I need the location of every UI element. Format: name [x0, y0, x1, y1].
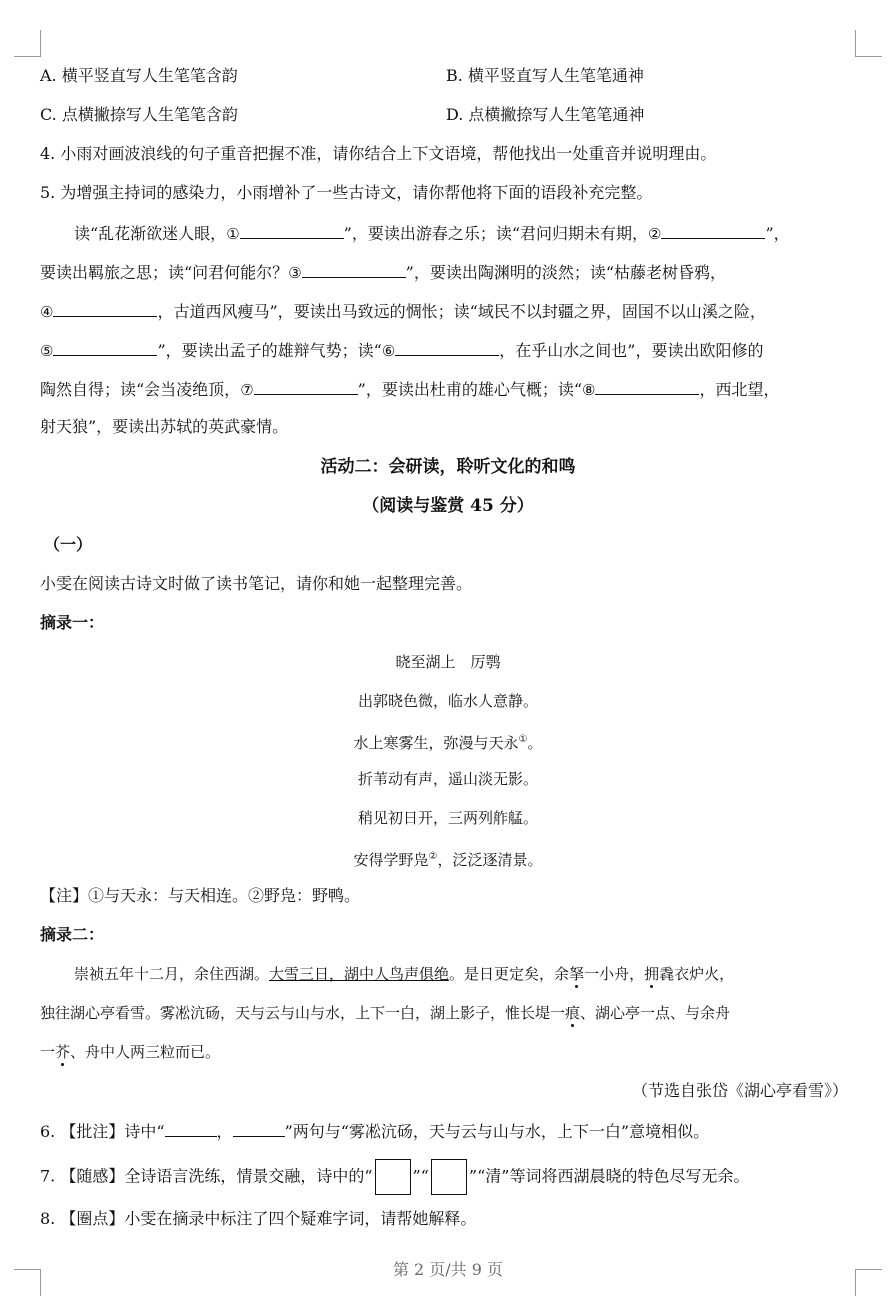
intro-text: 小雯在阅读古诗文时做了读书笔记，请你和她一起整理完善。: [40, 574, 473, 593]
activity-subtitle: （阅读与鉴赏 45 分）: [362, 496, 534, 516]
q5-text: ，古道西风瘦马”，要读出马致远的惆怅；读“域民不以封疆之界，固国不以山溪之险，: [157, 302, 766, 321]
poem-text: 安得学野凫: [353, 851, 429, 869]
blank-6[interactable]: [395, 337, 499, 356]
q7-text: ”“清”等词将西湖晨晓的特色尽写无余。: [468, 1166, 750, 1186]
crop-mark-top-right: [855, 30, 882, 57]
blank-7[interactable]: [254, 376, 358, 395]
essay-line-2: [40, 1001, 856, 1025]
note-mark-1: ①: [518, 734, 528, 745]
essay-text: 崇祯五年十二月，余住西湖。: [74, 965, 270, 983]
essay-text: 。是日更定矣，余: [449, 965, 570, 983]
q5-paragraph-line-5: [40, 376, 856, 402]
q5-paragraph-line-2: [40, 259, 856, 285]
q5-text: ”，要读出陶渊明的淡然；读“枯藤老树昏鸦，: [405, 263, 727, 282]
blank-number-8: ⑧: [582, 381, 596, 399]
q5-text: ，西北望，: [699, 380, 780, 399]
q5-paragraph-line-1: [74, 220, 856, 246]
q5-text: 读“乱花渐欲迷人眼，: [74, 224, 227, 243]
q7-answer-box-1[interactable]: [375, 1159, 411, 1195]
blank-8[interactable]: [595, 376, 699, 395]
q6-text: 6. 【批注】诗中“: [40, 1122, 165, 1141]
q5-text: 要读出羁旅之思；读“问君何能尔？: [40, 263, 289, 282]
blank-3[interactable]: [302, 259, 406, 278]
question-7: [40, 1159, 856, 1195]
blank-number-3: ③: [288, 264, 302, 282]
essay-line-3: [40, 1040, 856, 1064]
note-mark-2: ②: [428, 851, 438, 862]
q5-paragraph-line-3: [40, 298, 856, 324]
blank-4[interactable]: [53, 298, 157, 317]
poem-text: 水上寒雾生，弥漫与天永: [353, 734, 519, 752]
section-one-label: （一）: [44, 535, 93, 554]
q6-text: ”两句与“雾凇沆砀，天与云与山与水，上下一白”意境相似。: [284, 1122, 710, 1141]
poem-line-4: 稍见初日开，三两列舴艋。: [357, 809, 538, 827]
q5-text: ，在乎山水之间也”，要读出欧阳修的: [499, 341, 764, 360]
poem-text: 。: [527, 734, 543, 752]
crop-mark-top-left: [14, 30, 41, 57]
blank-number-1: ①: [226, 225, 240, 243]
poem-note: 【注】①与天永：与天相连。②野凫：野鸭。: [40, 886, 361, 905]
question-8: 8. 【圈点】小雯在摘录中标注了四个疑难字词，请帮她解释。: [40, 1209, 477, 1228]
q5-paragraph-line-6: 射天狼”，要读出苏轼的英武豪情。: [40, 417, 289, 436]
marked-word-hen: 痕: [565, 1004, 581, 1022]
q5-text: ”，要读出孟子的雄辩气势；读“: [157, 341, 382, 360]
excerpt-2-label: 摘录二：: [40, 925, 105, 944]
essay-text: 一: [40, 1043, 56, 1061]
marked-word-jie: 芥: [55, 1043, 71, 1061]
q5-text: ”，: [765, 224, 790, 243]
q5-text: ”，要读出杜甫的雄心气概；读“: [357, 380, 583, 399]
poem-line-2: [40, 728, 856, 755]
poem-text: ，泛泛逐清景。: [437, 851, 543, 869]
q7-answer-box-2[interactable]: [431, 1159, 467, 1195]
blank-number-5: ⑤: [40, 342, 54, 360]
blank-1[interactable]: [240, 220, 344, 239]
question-6: [40, 1118, 856, 1144]
marked-word-yong: 拥: [644, 965, 660, 983]
essay-source: （节选自张岱《湖心亭看雪》）: [631, 1081, 848, 1100]
essay-text: 独往湖心亭看雪。雾凇沆砀，天与云与山与水，上下一白，湖上影子，惟长堤一: [40, 1004, 566, 1022]
underlined-sentence: 大雪三日，湖中人鸟声俱绝: [269, 965, 450, 983]
option-c: C. 点横撇捺写人生笔笔含韵: [40, 105, 238, 124]
question-4: 4. 小雨对画波浪线的句子重音把握不准，请你结合上下文语境，帮他找出一处重音并说明理由。: [40, 144, 717, 163]
q7-text: “: [420, 1166, 429, 1186]
q7-text: 7. 【随感】全诗语言洗练，情景交融，诗中的“: [40, 1166, 373, 1186]
blank-5[interactable]: [53, 337, 157, 356]
q6-text: ，: [216, 1122, 233, 1141]
poem-line-1: 出郭晓色微，临水人意静。: [357, 692, 538, 710]
page-number: 第 2 页/共 9 页: [392, 1260, 504, 1279]
poem-line-3: 折苇动有声，遥山淡无影。: [357, 770, 538, 788]
option-b: B. 横平竖直写人生笔笔通神: [446, 66, 644, 85]
essay-text: 、舟中人两三粒而已。: [70, 1043, 221, 1061]
q5-text: ”，要读出游春之乐；读“君问归期未有期，: [343, 224, 649, 243]
option-d: D. 点横撇捺写人生笔笔通神: [446, 105, 645, 124]
activity-title: 活动二：会研读，聆听文化的和鸣: [320, 457, 576, 477]
excerpt-1-label: 摘录一：: [40, 613, 105, 632]
blank-number-4: ④: [40, 303, 54, 321]
blank-number-2: ②: [648, 225, 662, 243]
blank-number-6: ⑥: [381, 342, 396, 360]
essay-line-1: [74, 962, 856, 986]
option-a: A. 横平竖直写人生笔笔含韵: [40, 66, 238, 85]
poem-line-5: [40, 845, 856, 872]
q5-text: 陶然自得；读“会当凌绝顶，: [40, 380, 241, 399]
q6-blank-2[interactable]: [233, 1118, 285, 1137]
q7-text: ”: [412, 1166, 421, 1186]
blank-number-7: ⑦: [240, 381, 254, 399]
marked-word-na: 拏: [569, 965, 585, 983]
question-5-stem: 5. 为增强主持词的感染力，小雨增补了一些古诗文，请你帮他将下面的语段补充完整。: [40, 183, 653, 202]
poem-title: 晓至湖上 厉鹗: [395, 653, 501, 671]
essay-text: 、湖心亭一点、与余舟: [580, 1004, 731, 1022]
q6-blank-1[interactable]: [165, 1118, 217, 1137]
essay-text: 毳衣炉火，: [659, 965, 735, 983]
blank-2[interactable]: [661, 220, 765, 239]
essay-text: 一小舟，: [584, 965, 645, 983]
q5-paragraph-line-4: [40, 337, 856, 363]
